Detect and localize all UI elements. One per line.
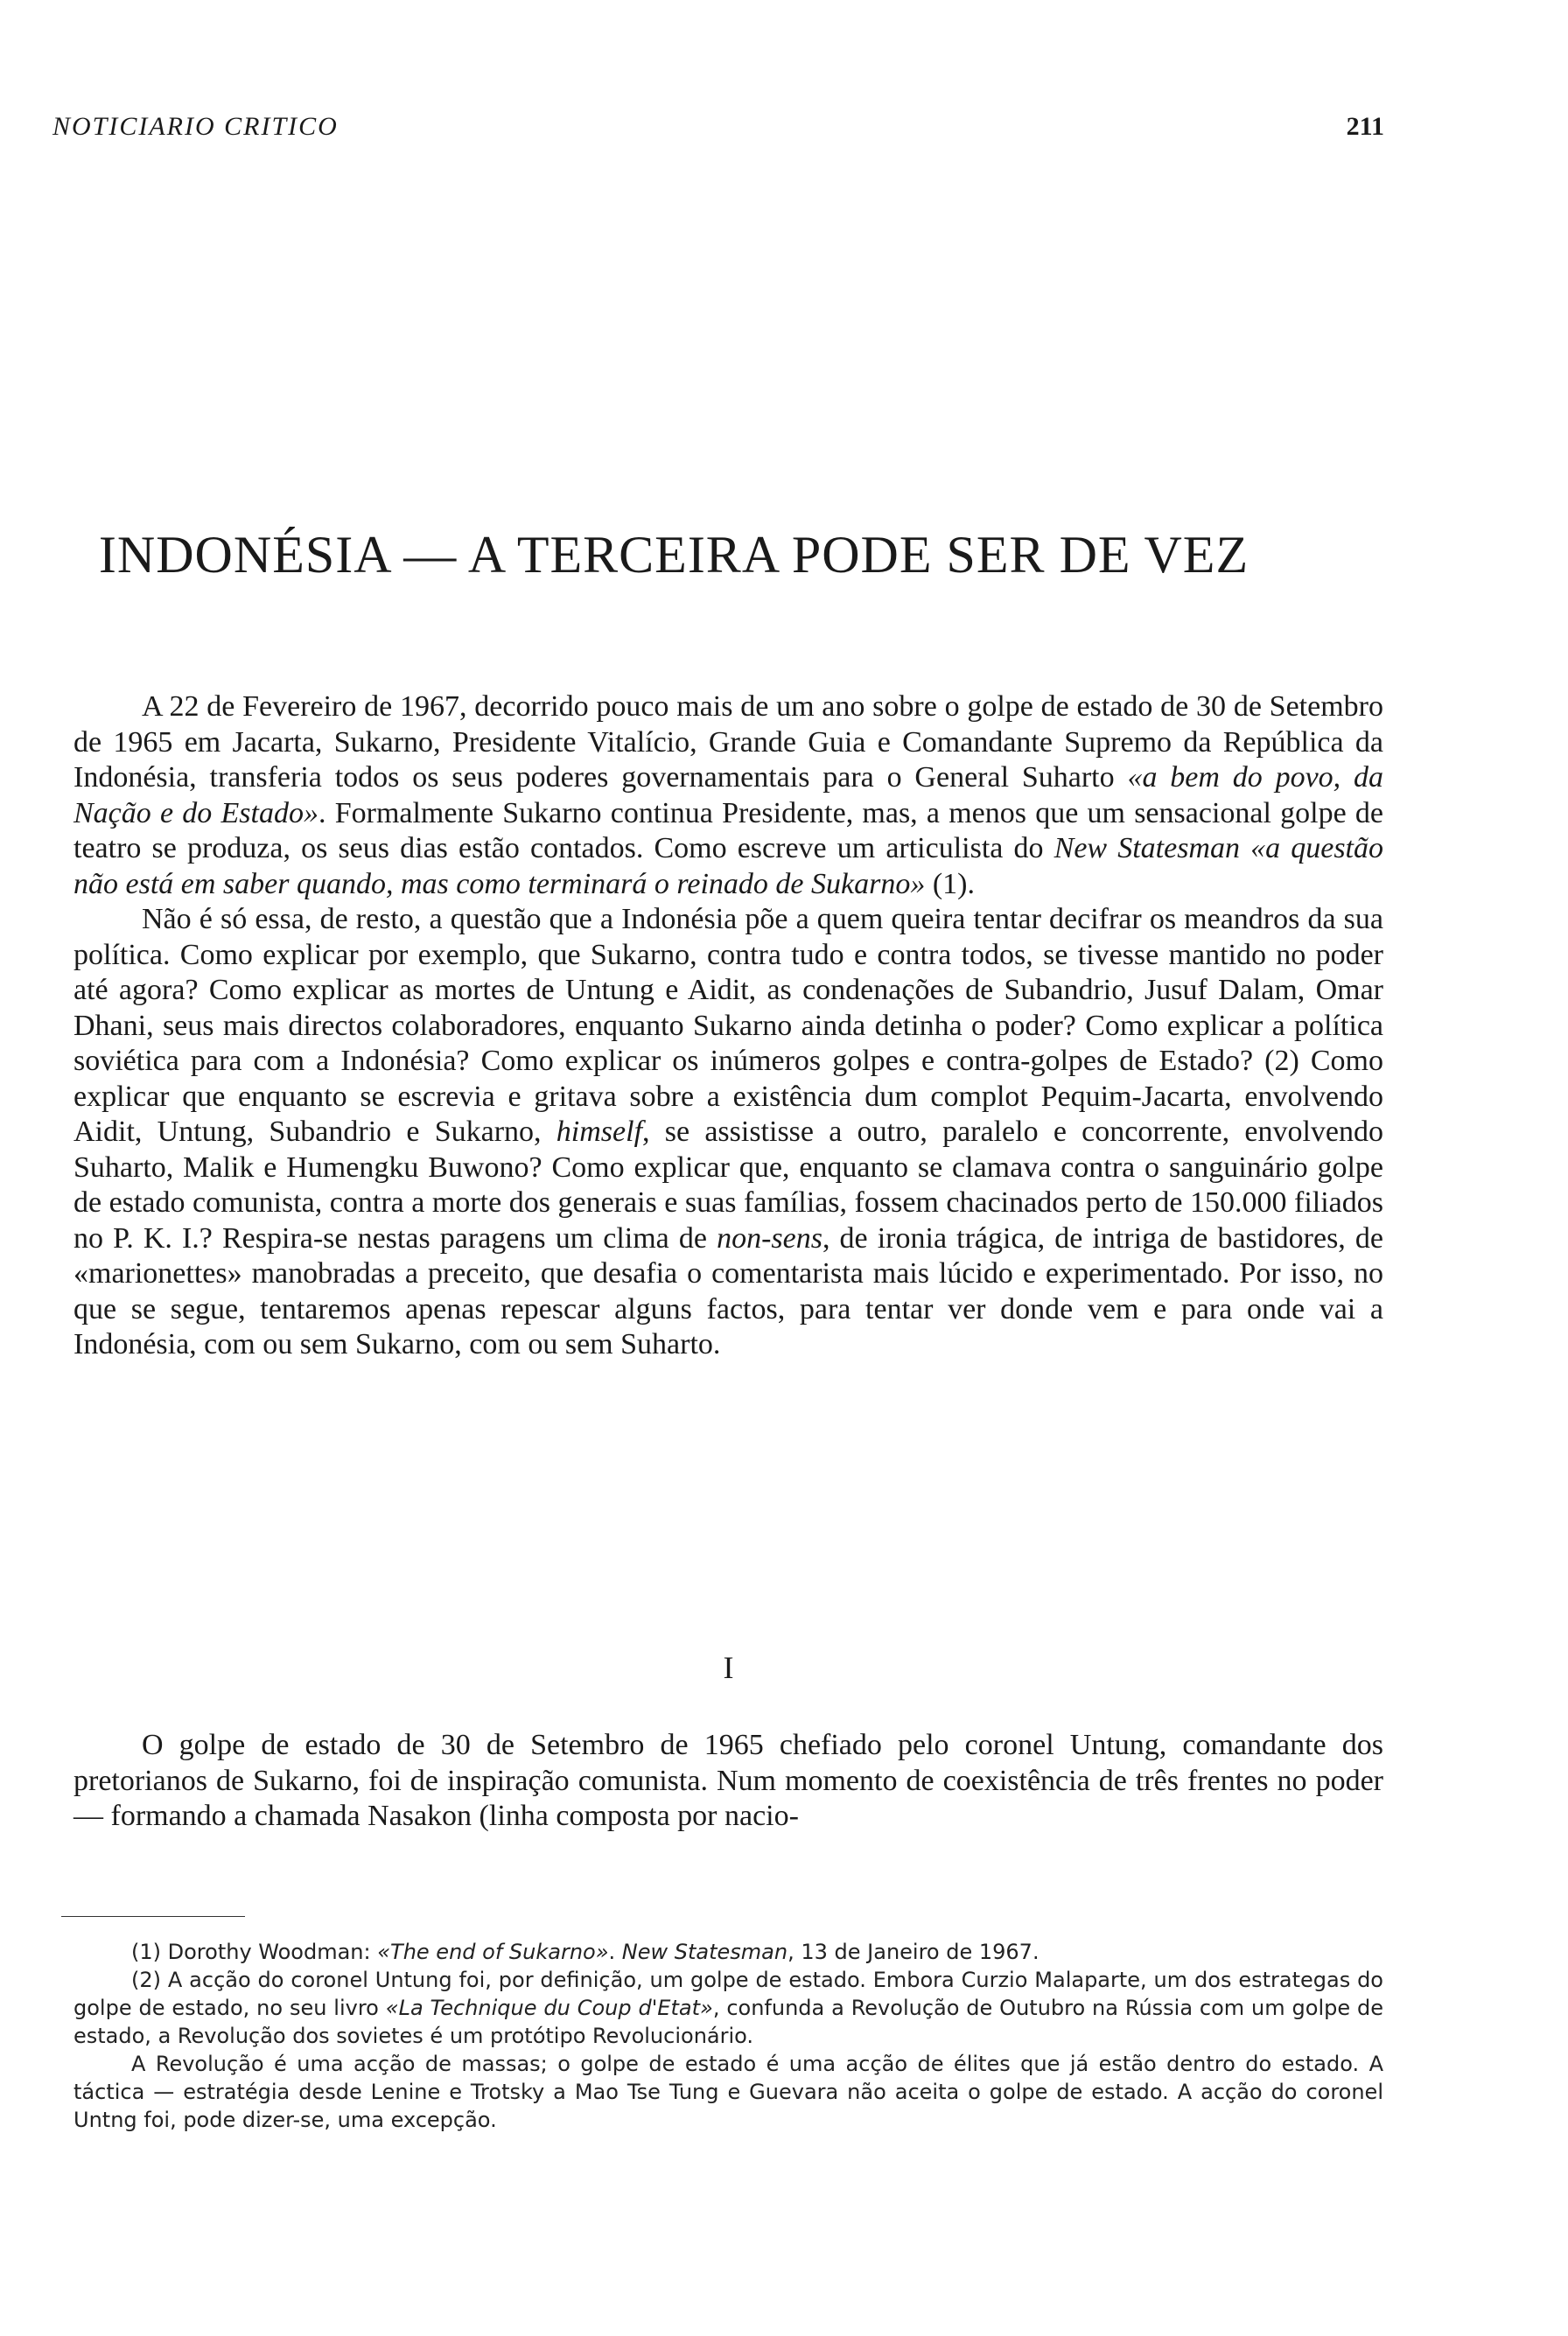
footnote-2-continued: A Revolução é uma acção de massas; o golpe de estado é uma acção de élites que já estão dentro do estado. A táctica — estratégia desde Lenine e Trotsky a Mao Tse Tung e Guevara não aceita o golpe de estado. A acção do coronel Untng foi, pode dizer-se, uma excepção. bbox=[74, 2052, 1383, 2132]
publication-name: New Statesman bbox=[621, 1940, 788, 1964]
text-run: . bbox=[608, 1940, 622, 1964]
text-run: , 13 de Janeiro de 1967. bbox=[788, 1940, 1040, 1964]
article-intro bbox=[74, 689, 1383, 1363]
text-run: A acção do coronel Untung foi, por definição, um golpe de estado. Embora Curzio Malaparte, um dos estrategas do golpe de estado, no seu livro bbox=[74, 1968, 1383, 2020]
article-title: INDONÉSIA — A TERCEIRA PODE SER DE VEZ bbox=[98, 526, 1250, 584]
emphasis: non-sens bbox=[717, 1221, 822, 1255]
paragraph bbox=[74, 902, 1383, 1363]
quote: «a bem do povo, da Nação e do Estado» bbox=[74, 761, 1383, 829]
section-number: I bbox=[723, 1650, 734, 1685]
text-run: Como explicar que enquanto se escrevia e gritava sobre a existência dum complot Pequim-Jacarta, envolvendo Aidit, Untung, Subandrio e Sukarno, bbox=[74, 1045, 1384, 1148]
text-run: , se assistisse a outro, paralelo e concorrente, envolvendo Suharto, Malik e Humengku Buwono? Como explicar que, enquanto se clamava contra o sanguinário golpe de estado comunista, contra a morte dos generais e suas famílias, fossem chacinados perto de 150.000 filiados no P. K. I.? Respira-se nestas paragens um clima de bbox=[74, 1116, 1383, 1255]
footnotes bbox=[74, 1938, 1383, 2134]
running-header bbox=[52, 112, 1384, 142]
section-body bbox=[74, 1728, 1383, 1835]
paragraph: O golpe de estado de 30 de Setembro de 1965 chefiado pelo coronel Untung, comandante dos pretorianos de Sukarno, foi de inspiração comunista. Num momento de coexistência de três frentes no poder — formando a chamada Nasakon (linha composta por nacio- bbox=[74, 1729, 1383, 1832]
text-run: Não é só essa, de resto, a questão que a Indonésia põe a quem queira tentar decifrar os meandros da sua política. Como explicar por exemplo, que Sukarno, contra tudo e contra todos, se tivesse mantido no poder até agora? Como explicar as mortes de Untung e Aidit, as condenações de Subandrio, Jusuf Dalam, Omar Dhani, seus mais directos colaboradores, enquanto Sukarno ainda detinha o poder? Como explicar a política soviética para com a Indonésia? Como explicar os inúmeros golpes e contra-golpes de Estado? bbox=[74, 903, 1383, 1077]
footnote-1 bbox=[74, 1938, 1383, 1966]
text-run: A 22 de Fevereiro de 1967, decorrido pouco mais de um ano sobre o golpe de estado de 30 de Setembro de 1965 em Jacarta, Sukarno, Presidente Vitalício, Grande Guia e Comandante Supremo da República da Indonésia, transferia todos os seus poderes governamentais para o General Suharto bbox=[74, 690, 1383, 794]
work-title: «The end of Sukarno» bbox=[377, 1940, 609, 1964]
paragraph bbox=[74, 689, 1383, 902]
text-run: Dorothy Woodman: bbox=[161, 1940, 378, 1964]
footnote-mark: (2) bbox=[131, 1968, 161, 1992]
quote: «a questão não está em saber quando, mas como terminará o reinado de Sukarno» bbox=[74, 832, 1383, 900]
footnote-2 bbox=[74, 1966, 1383, 2050]
text-run: , confunda a Revolução de Outubro na Rússia com um golpe de estado, a Revolução dos sovietes é um protótipo Revolucionário. bbox=[74, 1996, 1383, 2048]
footnote-divider bbox=[61, 1916, 245, 1917]
text-run: , de ironia trágica, de intriga de bastidores, de «marionettes» manobradas a preceito, que desafia o comentarista mais lúcido e experimentado. Por isso, no que se segue, tentaremos apenas repescar alguns factos, para tentar ver donde vem e para onde vai a Indonésia, com ou sem Sukarno, com ou sem Suharto. bbox=[74, 1221, 1383, 1360]
text-run: . bbox=[967, 867, 975, 900]
footnote-ref[interactable]: (1) bbox=[932, 867, 968, 900]
footnote-ref[interactable]: (2) bbox=[1264, 1045, 1299, 1077]
emphasis: himself bbox=[556, 1116, 643, 1148]
page-number: 211 bbox=[1346, 112, 1384, 141]
source-name: New Statesman bbox=[1054, 832, 1240, 864]
running-title: NOTICIARIO CRITICO bbox=[52, 112, 339, 141]
work-title: «La Technique du Coup d'Etat» bbox=[385, 1996, 713, 2020]
text-run bbox=[1240, 832, 1250, 864]
footnote-mark: (1) bbox=[131, 1940, 161, 1964]
text-run: . Formalmente Sukarno continua Presidente, mas, a menos que um sensacional golpe de teatro se produza, os seus dias estão contados. Como escreve um articulista do bbox=[74, 796, 1383, 864]
